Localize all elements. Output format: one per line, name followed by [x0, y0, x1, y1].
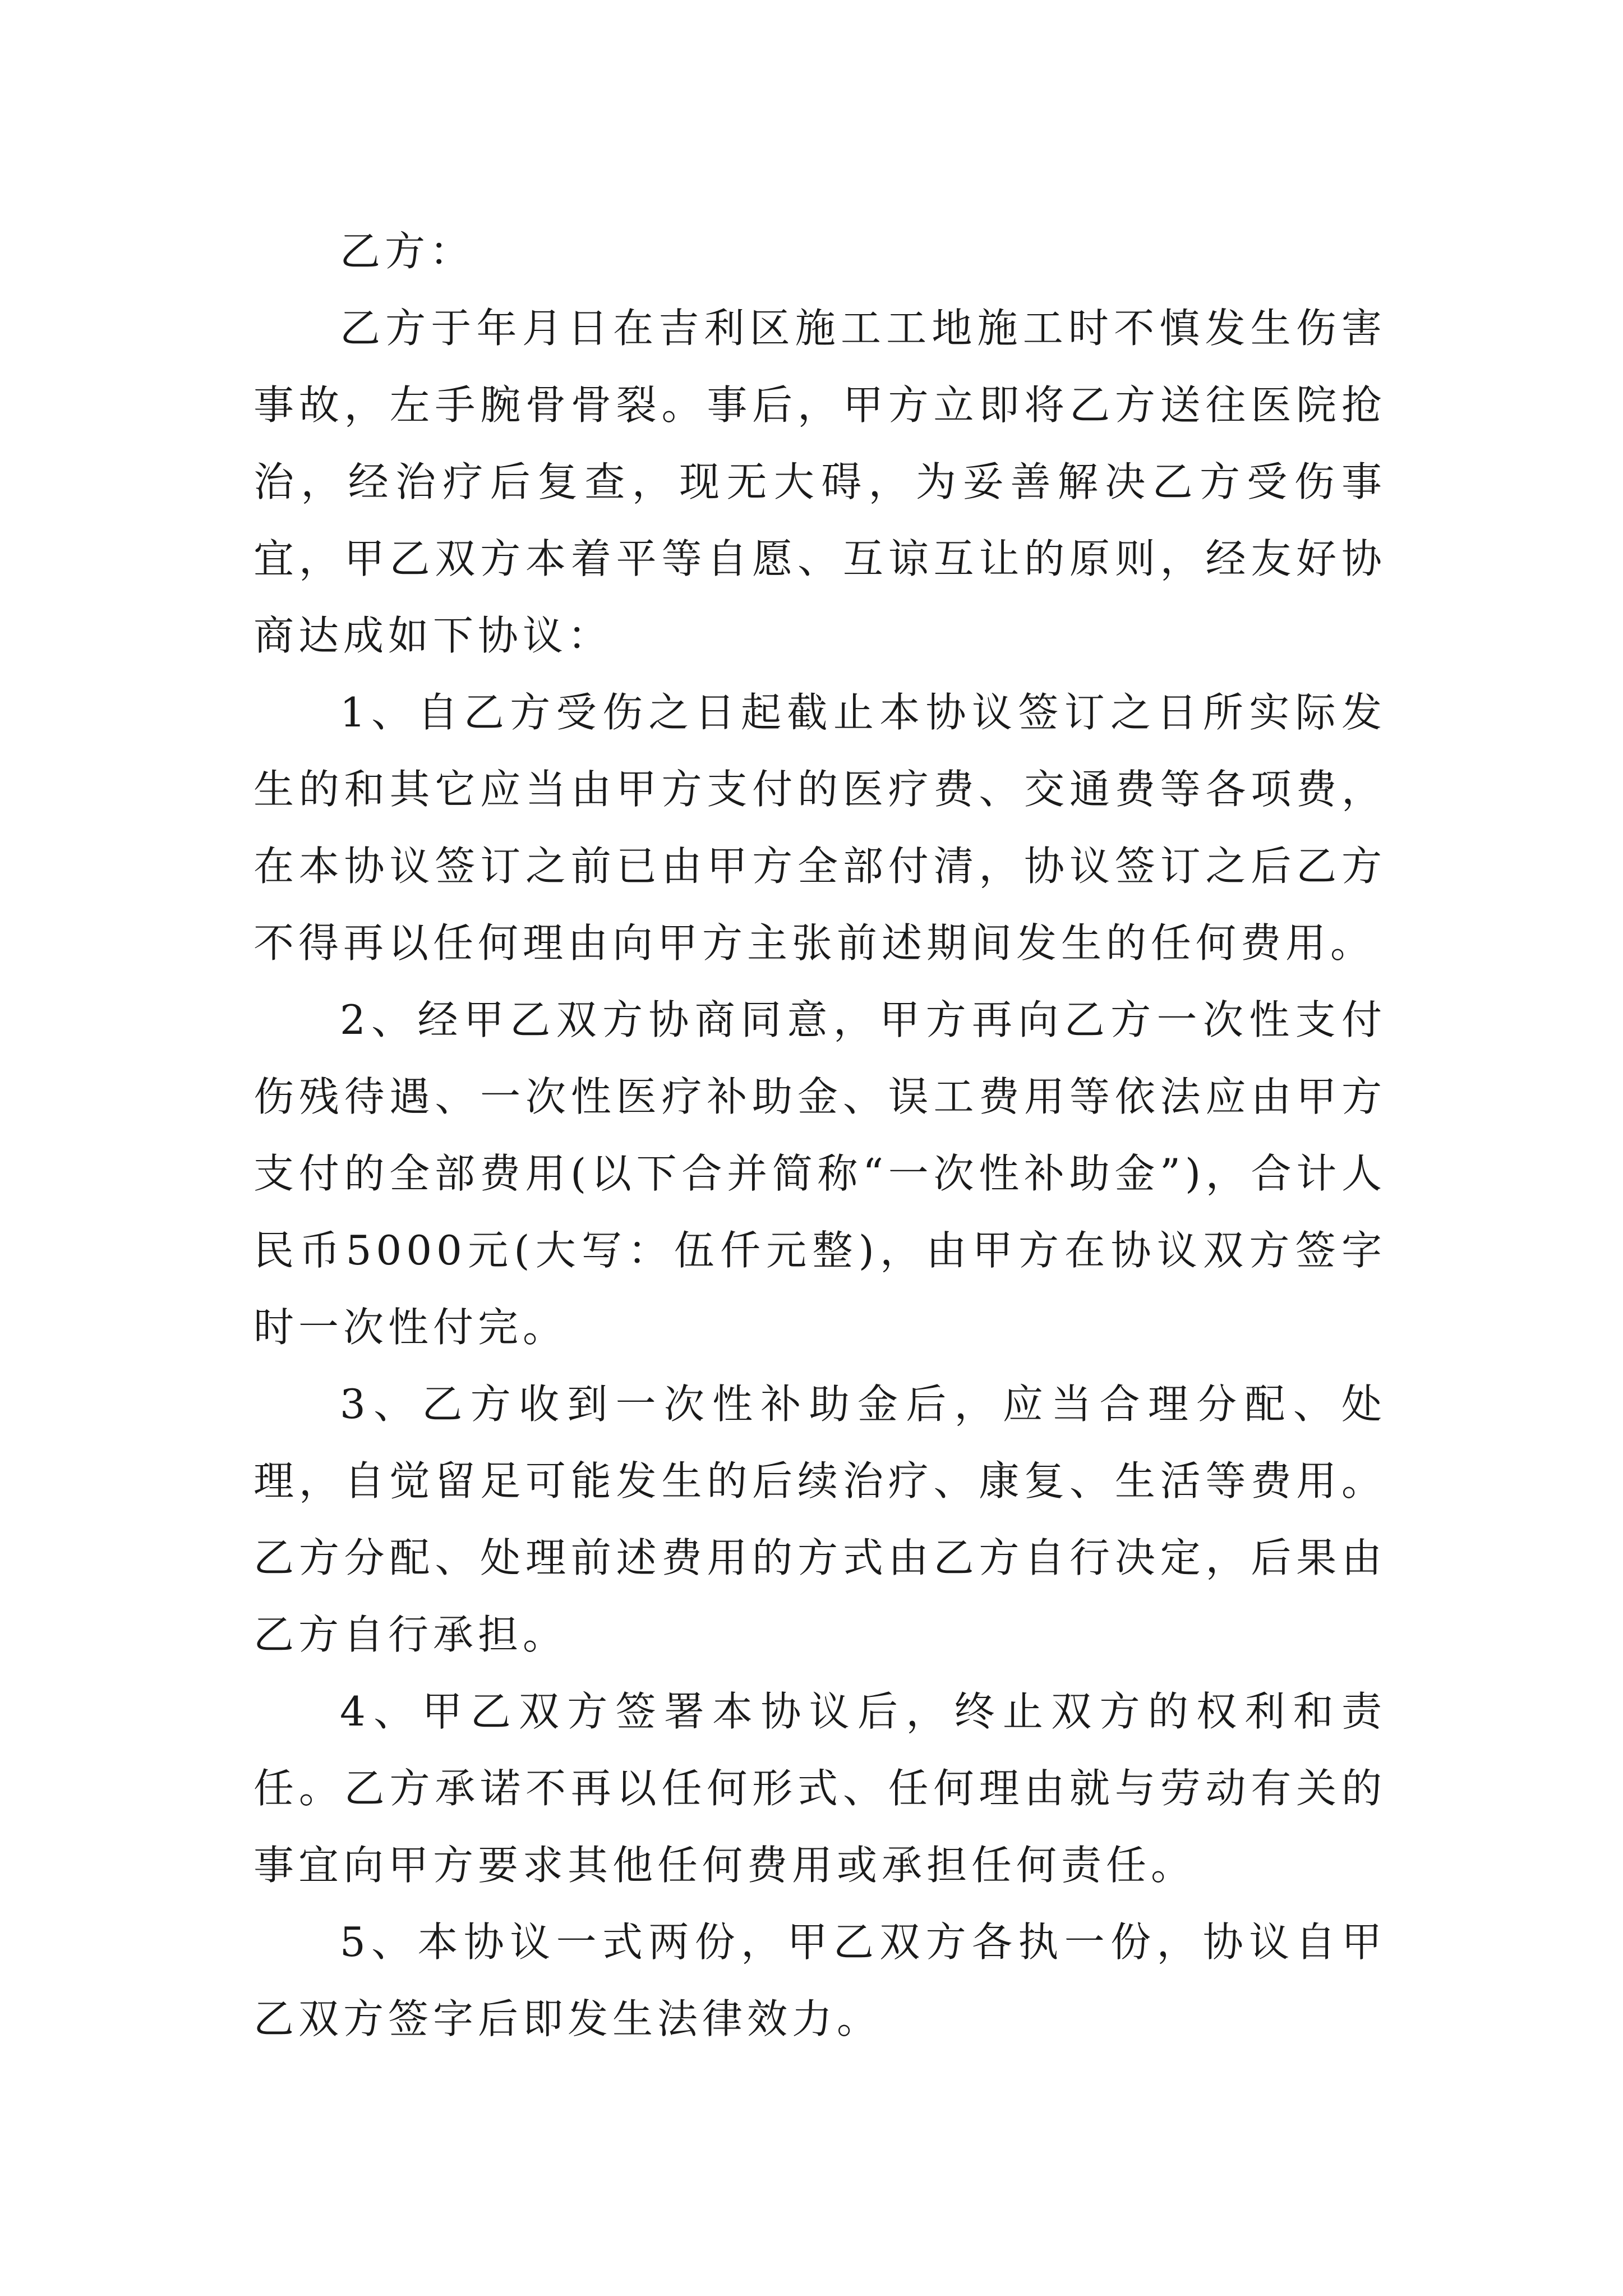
clause-2-paragraph: 2、经甲乙双方协商同意，甲方再向乙方一次性支付伤残待遇、一次性医疗补助金、误工费用等依法应由甲方支付的全部费用(以下合并简称“一次性补助金”)，合计人民币5000元(大写：伍仟元整)，由甲方在协议双方签字时一次性付完。 — [253, 996, 1386, 1351]
clause-3-paragraph: 3、乙方收到一次性补助金后，应当合理分配、处理，自觉留足可能发生的后续治疗、康复、生活等费用。乙方分配、处理前述费用的方式由乙方自行决定，后果由乙方自行承担。 — [253, 1381, 1386, 1658]
document-page — [253, 213, 1386, 2058]
clause-1-paragraph: 1、自乙方受伤之日起截止本协议签订之日所实际发生的和其它应当由甲方支付的医疗费、交通费等各项费，在本协议签订之前已由甲方全部付清，协议签订之后乙方不得再以任何理由向甲方主张前述期间发生的任何费用。 — [253, 689, 1386, 967]
clause-4-paragraph: 4、甲乙双方签署本协议后，终止双方的权利和责任。乙方承诺不再以任何形式、任何理由就与劳动有关的事宜向甲方要求其他任何费用或承担任何责任。 — [253, 1688, 1386, 1889]
party-b-heading: 乙方： — [340, 228, 475, 275]
clause-5-paragraph: 5、本协议一式两份，甲乙双方各执一份，协议自甲乙双方签字后即发生法律效力。 — [253, 1918, 1386, 2042]
incident-description-paragraph: 乙方于年月日在吉利区施工工地施工时不慎发生伤害事故，左手腕骨骨裂。事后，甲方立即将乙方送往医院抢治，经治疗后复查，现无大碍，为妥善解决乙方受伤事宜，甲乙双方本着平等自愿、互谅互让的原则，经友好协商达成如下协议： — [253, 305, 1386, 659]
